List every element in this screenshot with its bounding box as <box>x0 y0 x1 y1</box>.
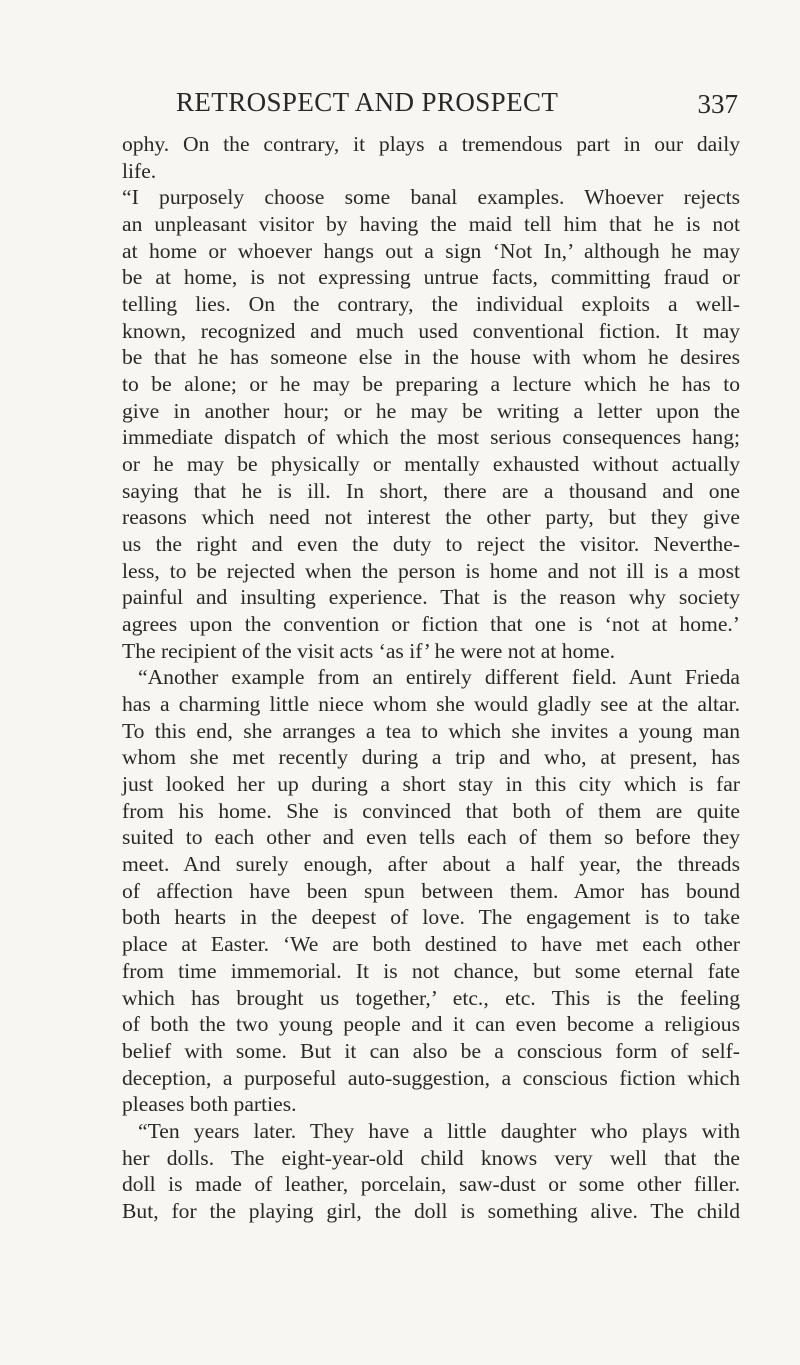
text-line: belief with some. But it can also be a conscious form of self- <box>122 1038 740 1063</box>
text-line: suited to each other and even tells each of them so before they <box>122 825 740 850</box>
text-line: her dolls. The eight-year-old child knows very well that the <box>122 1145 740 1170</box>
text-line: from time immemorial. It is not chance, but some eternal fate <box>122 958 740 983</box>
text-line: less, to be rejected when the person is home and not ill is a most <box>122 558 740 583</box>
text-line: to be alone; or he may be preparing a lecture which he has to <box>122 372 740 397</box>
text-line: which has brought us together,’ etc., etc. This is the feeling <box>122 985 740 1010</box>
text-line: saying that he is ill. In short, there are a thousand and one <box>122 478 740 503</box>
text-line: has a charming little niece whom she would gladly see at the altar. <box>122 692 740 717</box>
text-line: “Ten years later. They have a little daughter who plays with <box>138 1118 740 1143</box>
text-line: place at Easter. ‘We are both destined to have met each other <box>122 932 740 957</box>
text-line: an unpleasant visitor by having the maid tell him that he is not <box>122 212 740 237</box>
text-line: known, recognized and much used conventional fiction. It may <box>122 318 740 343</box>
text-line: or he may be physically or mentally exhausted without actually <box>122 452 740 477</box>
text-line: give in another hour; or he may be writing a letter upon the <box>122 398 740 423</box>
page-number: 337 <box>697 89 738 119</box>
text-line: of affection have been spun between them. Amor has bound <box>122 878 740 903</box>
text-line: To this end, she arranges a tea to which she invites a young man <box>122 718 740 743</box>
text-line: be that he has someone else in the house with whom he desires <box>122 345 740 370</box>
running-head <box>120 86 740 126</box>
text-line: from his home. She is convinced that both of them are quite <box>122 798 740 823</box>
text-line: of both the two young people and it can even become a religious <box>122 1012 740 1037</box>
text-line: immediate dispatch of which the most serious consequences hang; <box>122 425 740 450</box>
text-line: life. <box>122 158 157 183</box>
text-line: The recipient of the visit acts ‘as if’ he were not at home. <box>122 638 616 663</box>
text-line: be at home, is not expressing untrue facts, committing fraud or <box>122 265 740 290</box>
text-line: pleases both parties. <box>122 1092 297 1117</box>
text-line: But, for the playing girl, the doll is something alive. The child <box>122 1198 740 1223</box>
text-line: just looked her up during a short stay in this city which is far <box>122 772 740 797</box>
text-line: telling lies. On the contrary, the individual exploits a well- <box>122 292 740 317</box>
text-line: ophy. On the contrary, it plays a tremendous part in our daily <box>122 132 740 156</box>
text-line: meet. And surely enough, after about a half year, the threads <box>122 852 740 877</box>
text-line: painful and insulting experience. That is the reason why society <box>122 585 740 610</box>
text-line: “Another example from an entirely different field. Aunt Frieda <box>138 665 740 690</box>
text-line: at home or whoever hangs out a sign ‘Not In,’ although he may <box>122 238 740 263</box>
text-line: whom she met recently during a trip and who, at present, has <box>122 745 740 770</box>
text-line: us the right and even the duty to reject the visitor. Neverthe- <box>122 532 740 557</box>
running-title: RETROSPECT AND PROSPECT <box>176 87 559 117</box>
body-text <box>122 131 740 1225</box>
text-line: reasons which need not interest the other party, but they give <box>122 505 740 530</box>
text-line: both hearts in the deepest of love. The engagement is to take <box>122 905 740 930</box>
text-line: deception, a purposeful auto-suggestion, a conscious fiction which <box>122 1065 740 1090</box>
text-line: “I purposely choose some banal examples. Whoever rejects <box>122 185 740 210</box>
text-line: agrees upon the convention or fiction that one is ‘not at home.’ <box>122 612 740 637</box>
text-line: doll is made of leather, porcelain, saw-dust or some other filler. <box>122 1172 740 1197</box>
